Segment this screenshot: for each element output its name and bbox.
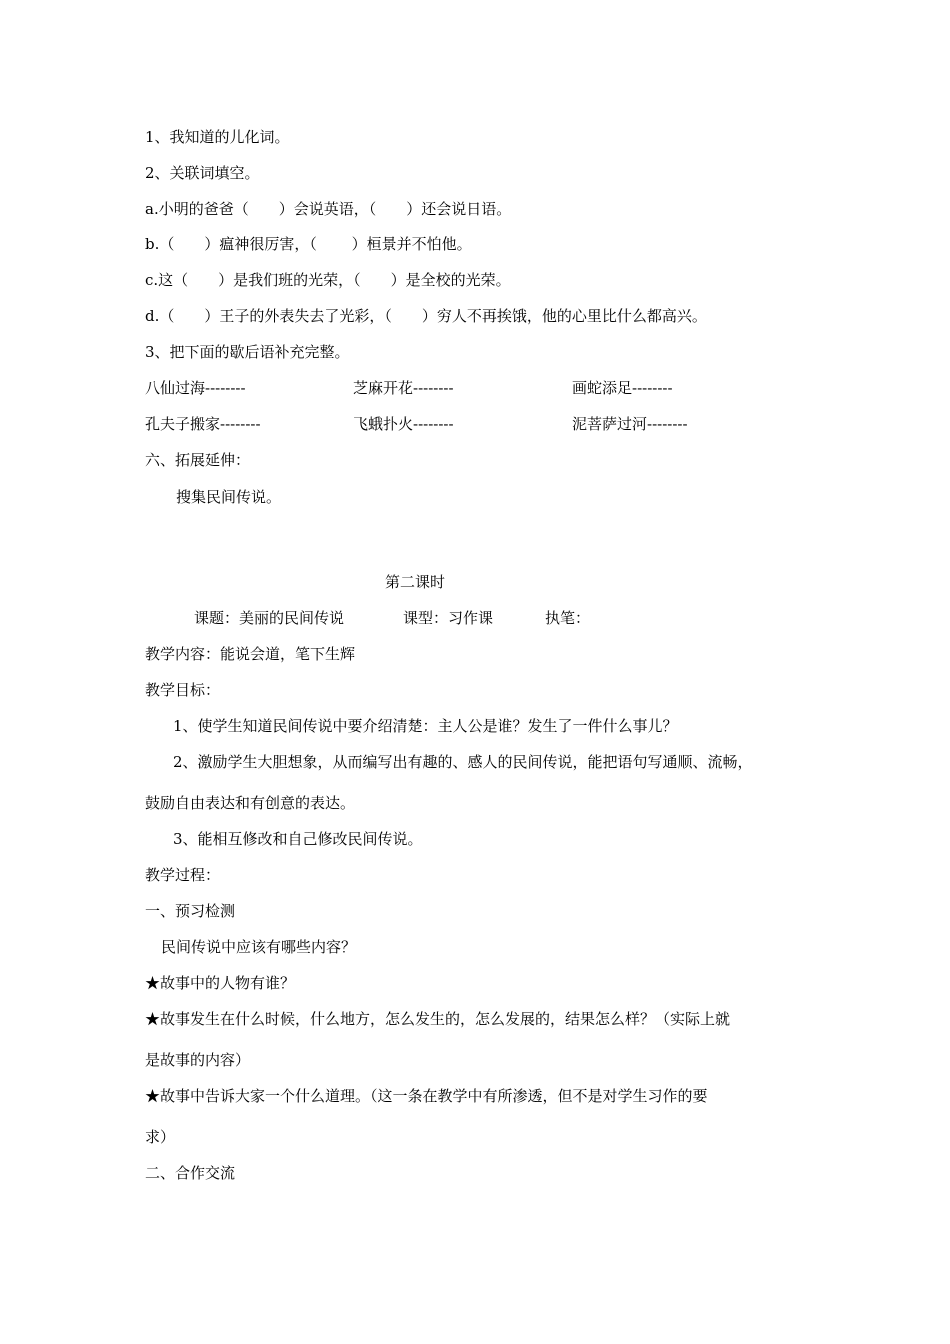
proverb-item: 孔夫子搬家-------- xyxy=(145,415,261,433)
extension-heading-text: 六、拓展延伸： xyxy=(145,451,251,469)
exercise-item-3-text: 3、把下面的歇后语补充完整。 xyxy=(145,343,350,361)
proverb-item: 飞蛾扑火-------- xyxy=(353,415,454,433)
step-2-text: 二、合作交流 xyxy=(145,1164,236,1182)
goal-3-text: 3、能相互修改和自己修改民间传说。 xyxy=(173,830,423,848)
exercise-item-2-text: 2、关联词填空。 xyxy=(145,164,260,182)
process-heading-text: 教学过程： xyxy=(145,866,221,884)
point-3-text-continued: 求） xyxy=(145,1128,176,1146)
fill-blank-a-text: a.小明的爸爸（ ）会说英语，（ ）还会说日语。 xyxy=(145,200,512,218)
lesson-topic: 课题：美丽的民间传说 xyxy=(194,609,345,627)
point-3-text: ★故事中告诉大家一个什么道理。（这一条在教学中有所渗透，但不是对学生习作的要 xyxy=(145,1087,708,1105)
proverb-item: 泥菩萨过河-------- xyxy=(572,415,688,433)
lesson-author: 执笔： xyxy=(545,609,591,627)
fill-blank-d-text: d.（ ）王子的外表失去了光彩，（ ）穷人不再挨饿，他的心里比什么都高兴。 xyxy=(145,307,707,325)
extension-text-content: 搜集民间传说。 xyxy=(176,488,282,506)
proverb-item: 八仙过海-------- xyxy=(145,379,246,397)
lesson-type: 课型：习作课 xyxy=(403,609,494,627)
fill-blank-b-text: b.（ ）瘟神很厉害，（ ）桓景并不怕他。 xyxy=(145,235,472,253)
lesson-title-text: 第二课时 xyxy=(385,573,446,591)
exercise-item-1-text: 1、我知道的儿化词。 xyxy=(145,128,290,146)
goal-2-text: 2、激励学生大胆想象，从而编写出有趣的、感人的民间传说，能把语句写通顺、流畅， xyxy=(173,753,753,771)
point-2-text: ★故事发生在什么时候，什么地方，怎么发生的，怎么发展的，结果怎么样？（实际上就 xyxy=(145,1010,731,1028)
goal-2-text-continued: 鼓励自由表达和有创意的表达。 xyxy=(145,794,356,812)
point-1-text: ★故事中的人物有谁？ xyxy=(145,974,296,992)
goals-heading-text: 教学目标： xyxy=(145,681,221,699)
proverb-item: 芝麻开花-------- xyxy=(353,379,454,397)
fill-blank-c-text: c.这（ ）是我们班的光荣，（ ）是全校的光荣。 xyxy=(145,271,511,289)
point-2-text-continued: 是故事的内容） xyxy=(145,1051,251,1069)
goal-1-text: 1、使学生知道民间传说中要介绍清楚：主人公是谁？发生了一件什么事儿？ xyxy=(173,717,678,735)
step-1-text: 一、预习检测 xyxy=(145,902,236,920)
question-text: 民间传说中应该有哪些内容？ xyxy=(161,938,357,956)
proverb-item: 画蛇添足-------- xyxy=(572,379,673,397)
teaching-content-text: 教学内容：能说会道，笔下生辉 xyxy=(145,645,356,663)
